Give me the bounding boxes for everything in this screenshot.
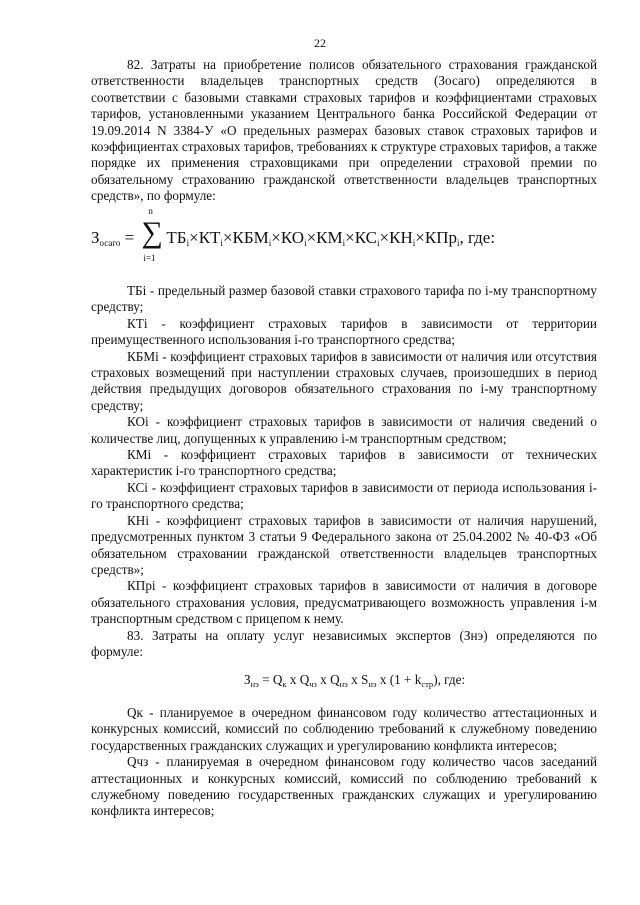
- times-sign: ×: [379, 227, 390, 247]
- formula-term-sub: i: [220, 237, 223, 248]
- formula-term: КН: [389, 227, 413, 247]
- formula-term-sub: i: [304, 237, 307, 248]
- times-sign: ×: [306, 227, 317, 247]
- f2-t3-sub: нэ: [339, 679, 348, 689]
- f2-t1-sub: к: [282, 679, 287, 689]
- f2-t4: S: [360, 672, 369, 687]
- sum-lower-limit: i=1: [143, 253, 156, 263]
- paragraph-83: 83. Затраты на оплату услуг независимых экспертов (Знэ) определяются по формуле:: [91, 627, 597, 659]
- def-kt: КТi - коэффициент страховых тарифов в зависимости от территории преимущественного использования i-го транспортного средства;: [91, 315, 597, 348]
- times-sign: ×: [189, 227, 199, 247]
- formula-term-sub: i: [456, 237, 460, 248]
- page-number: 22: [314, 36, 326, 50]
- f2-x1: x: [286, 672, 300, 687]
- formula-experts: [244, 672, 465, 689]
- def-qk: Qк - планируемое в очередном финансовом году количество аттестационных и конкурсных комиссий, комиссий по соблюдению требований к служебному поведению государственных гражданских служащих и урегулированию конфликта интересов;: [91, 705, 597, 753]
- document-body: [91, 57, 597, 205]
- times-sign: ×: [222, 227, 233, 247]
- formula-term: КО: [280, 227, 305, 247]
- f2-paren-sub: стр: [421, 679, 434, 689]
- f2-lhs: З: [244, 672, 251, 687]
- f2-tail: ), где:: [433, 672, 466, 687]
- f2-t3: Q: [330, 672, 340, 687]
- formula-tail: , где:: [459, 227, 496, 247]
- formula-term: КТ: [198, 227, 221, 247]
- def-tb: ТБi - предельный размер базовой ставки страхового тарифа по i-му транспортному средству;: [91, 283, 597, 315]
- f2-t2: Q: [299, 672, 310, 687]
- definitions-2: [91, 705, 597, 820]
- formula-eq: =: [124, 227, 135, 247]
- formula-term: КС: [354, 227, 378, 247]
- formula-term: ТБ: [166, 227, 187, 247]
- def-ks: КСi - коэффициент страховых тарифов в зависимости от периода использования i-го транспортного средства;: [91, 479, 597, 512]
- formula-terms: [166, 228, 459, 247]
- formula-osago: [91, 206, 496, 263]
- formula-term-sub: i: [377, 237, 380, 248]
- f2-lhs-sub: нэ: [250, 679, 259, 689]
- def-qchz: Qчз - планируемая в очередном финансовом году количество часов заседаний аттестационных и конкурсных комиссий, комиссий по соблюдению требований к служебному поведению государственных гражданских служащих и урегулированию конфликта интересов;: [91, 754, 597, 819]
- formula-term: КБМ: [232, 227, 269, 247]
- def-kn: КНi - коэффициент страховых тарифов в зависимости от наличия нарушений, предусмотренных пунктом 3 статьи 9 Федерального закона от 25.04.2002 № 40-ФЗ «Об обязательном страховании гражданской ответственности владельцев транспортных средств»;: [91, 512, 597, 577]
- formula-term-sub: i: [342, 237, 346, 248]
- formula-lhs: З: [91, 227, 100, 247]
- sum-symbol: n ∑ i=1: [141, 206, 163, 263]
- sum-upper-limit: n: [148, 206, 153, 216]
- times-sign: ×: [415, 227, 425, 247]
- f2-x2: x: [316, 672, 331, 687]
- f2-x3: x: [347, 672, 361, 687]
- def-kbm: КБМi - коэффициент страховых тарифов в зависимости от наличия или отсутствия страховых возмещений при наступлении страховых случаев, произошедших в период действия предыдущих договоров обязательного страхования по i-му транспортному средству;: [91, 348, 597, 413]
- f2-t4-sub: нэ: [368, 679, 377, 689]
- formula-term-sub: i: [268, 237, 272, 248]
- def-kpr: КПрi - коэффициент страховых тарифов в зависимости от наличия в договоре обязательного страхования условия, предусматривающего возможность управления i-м транспортным средством с прицепом к нему.: [91, 578, 597, 627]
- paragraph-82: 82. Затраты на приобретение полисов обязательного страхования гражданской ответственности владельцев транспортных средств (Зосаго) определяются в соответствии с базовыми ставками страховых тарифов и коэффициентами страховых тарифов, установленными указанием Центрального банка Российской Федерации от 19.09.2014 N 3384-У «О предельных размерах базовых ставок страховых тарифов и коэффициентах страховых тарифов, требованиях к структуре страховых тарифов, а также порядке их применения страховщиками при определении страховой премии по обязательному страхованию гражданской ответственности владельцев транспортных средств», по формуле:: [91, 57, 597, 204]
- formula-term: КПр: [424, 227, 457, 247]
- def-ko: КОi - коэффициент страховых тарифов в зависимости от наличия сведений о количестве лиц, допущенных к управлению i-м транспортным средством;: [91, 414, 597, 446]
- times-sign: ×: [271, 227, 281, 247]
- f2-x4: x: [376, 672, 390, 687]
- f2-t1: Q: [272, 672, 283, 687]
- f2-t2-sub: чз: [309, 679, 317, 689]
- f2-eq: =: [258, 672, 273, 687]
- def-km: КМi - коэффициент страховых тарифов в зависимости от технических характеристик i-го транспортного средства;: [91, 447, 597, 479]
- times-sign: ×: [345, 227, 355, 247]
- formula-term: КМ: [316, 227, 343, 247]
- f2-paren: (1 + k: [389, 672, 422, 687]
- formula-lhs-sub: осаго: [99, 237, 121, 248]
- formula-term-sub: i: [412, 237, 416, 248]
- formula-term-sub: i: [186, 237, 190, 248]
- definitions-1: [91, 283, 597, 660]
